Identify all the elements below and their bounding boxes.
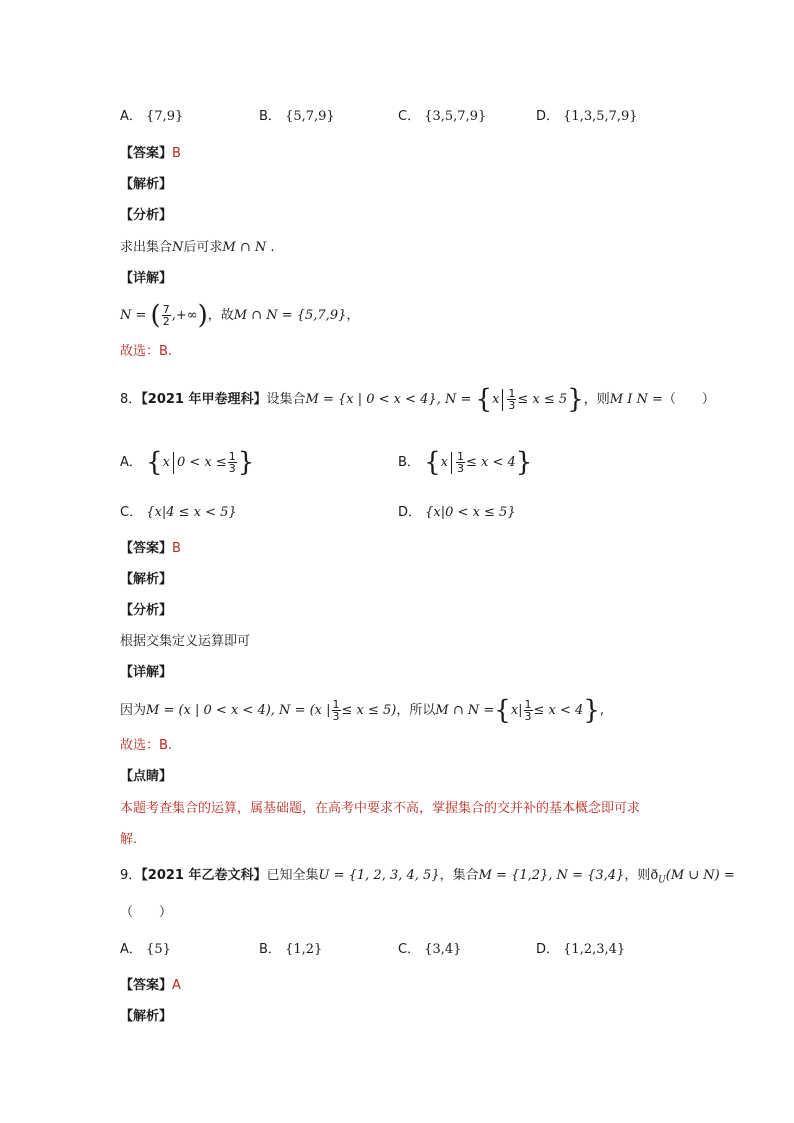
text: . xyxy=(266,240,275,255)
option-text: {7,9} xyxy=(146,109,184,124)
text: ，集合 xyxy=(439,868,479,883)
q9-option-c xyxy=(398,940,461,960)
option-letter: D． xyxy=(536,109,560,124)
option-letter: D． xyxy=(536,942,560,957)
q9-paren: （ ） xyxy=(120,905,173,920)
option-letter: C． xyxy=(120,505,143,520)
numerator: 1 xyxy=(228,450,236,463)
q8-xiangjie: 【详解】 xyxy=(120,665,173,680)
q8-option-a: A． {x 0 < x ≤ $\frac{1}{3}$ } xyxy=(120,447,255,478)
q9-option-b xyxy=(259,940,322,960)
q8-dianjing-text-2: 解. xyxy=(120,832,138,847)
text: 求出集合 xyxy=(120,240,173,255)
numerator: 1 xyxy=(508,387,516,400)
fraction xyxy=(524,699,533,722)
math: x| xyxy=(510,703,523,718)
text: 已知全集 xyxy=(266,868,319,883)
fraction xyxy=(507,388,516,411)
math: x xyxy=(492,392,500,407)
q8-option-b: B． {x $\frac{1}{3}$ ≤ x < 4} xyxy=(398,447,533,478)
q9-option-d xyxy=(536,940,625,960)
option-letter: C． xyxy=(398,109,421,124)
math: ð xyxy=(650,868,659,883)
math: M = {1,2}, N = {3,4} xyxy=(478,868,625,883)
math: U xyxy=(658,875,666,886)
option-text: {5,7,9} xyxy=(285,109,335,124)
option-letter: A． xyxy=(120,455,142,470)
denominator: 3 xyxy=(524,710,532,723)
math: M ∩ N = xyxy=(435,703,495,718)
math: ≤ x ≤ 5 xyxy=(517,392,568,407)
text: ， xyxy=(346,308,360,323)
option-text: {3,5,7,9} xyxy=(424,109,487,124)
math: (M ∪ N) = xyxy=(665,868,735,883)
question-source: 【2021 年甲卷理科】 xyxy=(141,392,267,407)
question-number: 9． xyxy=(120,868,142,883)
q8-detail: 因为M = (x | 0 < x < 4), N = (x | $\frac{1}{3}$ ≤ x ≤ 5)，所以M ∩ N ={x| $\frac{1}{3}$ ≤ x < 4}, xyxy=(120,695,605,726)
text: 设集合 xyxy=(266,392,306,407)
q7-fenxi: 【分析】 xyxy=(120,208,173,223)
q7-option-c xyxy=(398,107,486,127)
option-letter: D． xyxy=(398,505,422,520)
q7-option-b xyxy=(259,107,335,127)
answer-value: B xyxy=(172,146,181,161)
fraction xyxy=(332,699,341,722)
q8-option-d xyxy=(398,503,516,523)
option-text: {1,3,5,7,9} xyxy=(563,109,638,124)
option-letter: A． xyxy=(120,942,142,957)
text: 因为 xyxy=(120,703,147,718)
math: x xyxy=(440,455,448,470)
q8-stem: 8．【2021 年甲卷理科】设集合M = {x | 0 < x < 4}, N = {x $\frac{1}{3}$ ≤ x ≤ 5}，则M I N =（ ） xyxy=(120,384,715,415)
fraction xyxy=(162,304,171,327)
option-letter: B． xyxy=(259,942,281,957)
text: ，所以 xyxy=(396,703,436,718)
q8-dianjing-text-1: 本题考查集合的运算，属基础题，在高考中要求不高，掌握集合的交并补的基本概念即可求 xyxy=(120,801,641,816)
math: M ∩ N xyxy=(222,240,267,255)
choose-text: 故选：B. xyxy=(120,344,173,359)
math: N = xyxy=(120,308,147,323)
math: M ∩ N = {5,7,9} xyxy=(233,308,347,323)
math: ,+∞ xyxy=(171,308,198,323)
q8-fenxi: 【分析】 xyxy=(120,603,173,618)
option-letter: A． xyxy=(120,109,142,124)
text: ，则 xyxy=(624,868,651,883)
text: ，则 xyxy=(583,392,610,407)
denominator: 3 xyxy=(508,399,516,412)
option-text: {1,2,3,4} xyxy=(563,942,626,957)
numerator: 7 xyxy=(162,303,170,316)
text: , xyxy=(599,703,605,718)
fraction xyxy=(456,451,465,474)
text: 后可求 xyxy=(183,240,223,255)
q8-fenxi-text: 根据交集定义运算即可 xyxy=(120,634,251,649)
q9-option-a xyxy=(120,940,171,960)
math: U = {1, 2, 3, 4, 5} xyxy=(318,868,440,883)
q7-detail: N = ( $\frac{7}{2}$ ,+∞)，故M ∩ N = {5,7,9}， xyxy=(120,300,360,331)
q7-jiexi: 【解析】 xyxy=(120,177,173,192)
q7-answer xyxy=(120,144,181,164)
option-text: {3,4} xyxy=(424,942,462,957)
math: x xyxy=(162,455,170,470)
text: ，故 xyxy=(207,308,234,323)
option-text: {1,2} xyxy=(285,942,323,957)
q7-xiangjie: 【详解】 xyxy=(120,271,173,286)
denominator: 2 xyxy=(162,315,170,328)
fraction xyxy=(228,451,237,474)
option-letter: B． xyxy=(259,109,281,124)
q7-option-d xyxy=(536,107,638,127)
q8-choose xyxy=(120,736,172,756)
numerator: 1 xyxy=(332,698,340,711)
math: ≤ x < 4 xyxy=(533,703,584,718)
q7-option-a xyxy=(120,107,183,127)
math: M I N = xyxy=(609,392,663,407)
denominator: 3 xyxy=(456,462,464,475)
text: （ ） xyxy=(662,392,715,407)
q7-choose xyxy=(120,342,172,362)
option-letter: C． xyxy=(398,942,421,957)
math: M = (x | 0 < x < 4), N = (x | xyxy=(146,703,331,718)
option-text: {x|4 ≤ x < 5} xyxy=(146,505,237,520)
q9-stem xyxy=(120,866,735,891)
q8-option-c xyxy=(120,503,237,523)
q8-jiexi: 【解析】 xyxy=(120,572,173,587)
option-letter: B． xyxy=(398,455,420,470)
question-number: 8． xyxy=(120,392,142,407)
q8-answer xyxy=(120,539,181,559)
q9-jiexi: 【解析】 xyxy=(120,1009,173,1024)
math: ≤ x < 4 xyxy=(465,455,516,470)
option-text: {5} xyxy=(146,942,171,957)
numerator: 1 xyxy=(456,450,464,463)
answer-value: A xyxy=(172,978,181,993)
answer-label: 【答案】 xyxy=(120,978,173,993)
math: M = {x | 0 < x < 4} xyxy=(305,392,437,407)
answer-label: 【答案】 xyxy=(120,541,173,556)
math: , N = xyxy=(436,392,472,407)
q8-dianjing: 【点睛】 xyxy=(120,769,173,784)
denominator: 3 xyxy=(228,462,236,475)
answer-label: 【答案】 xyxy=(120,146,173,161)
math: 0 < x ≤ xyxy=(176,455,227,470)
denominator: 3 xyxy=(332,710,340,723)
math: N xyxy=(172,240,184,255)
question-source: 【2021 年乙卷文科】 xyxy=(141,868,267,883)
answer-value: B xyxy=(172,541,181,556)
q7-fenxi-text xyxy=(120,238,275,258)
option-text: {x|0 < x ≤ 5} xyxy=(425,505,516,520)
numerator: 1 xyxy=(524,698,532,711)
math: ≤ x ≤ 5) xyxy=(341,703,397,718)
q9-answer xyxy=(120,976,181,996)
choose-text: 故选：B. xyxy=(120,738,173,753)
